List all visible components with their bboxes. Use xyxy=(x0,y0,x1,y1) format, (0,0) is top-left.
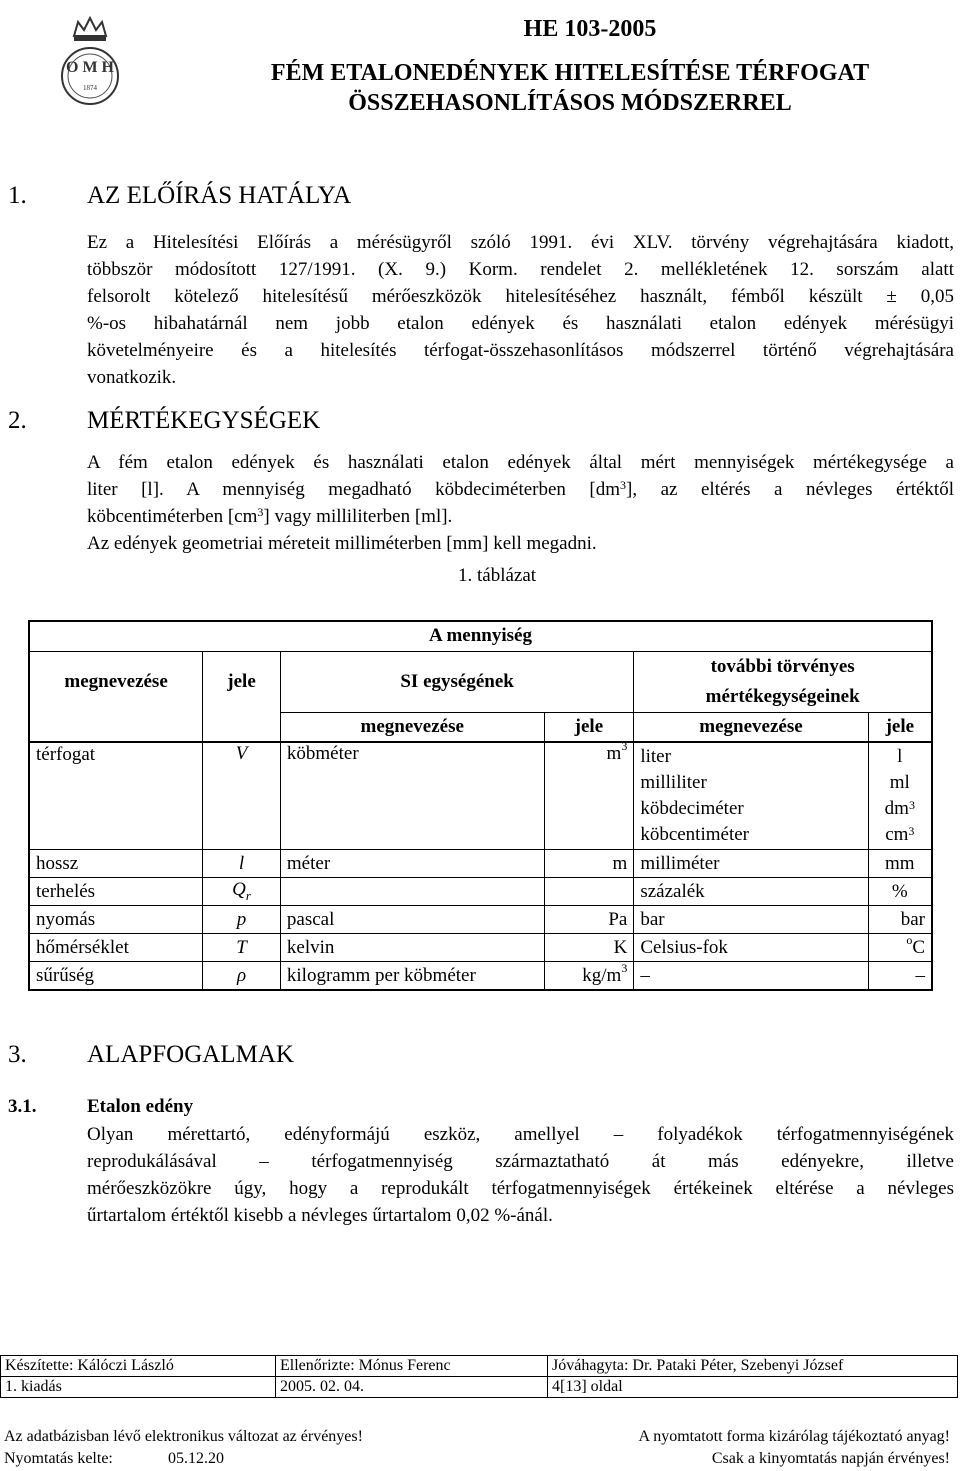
section2-line2: liter [l]. A mennyiség megadható köbdeciméterben $[dm^3]$, az eltérés a névleges értéktől xyxy=(87,478,954,500)
section2-line3: köbcentiméterben $[cm^3]$ vagy milliliterben [ml]. xyxy=(87,505,453,527)
header-empty xyxy=(29,712,203,742)
footer-table xyxy=(0,1355,958,1398)
subheader-other-name: megnevezése xyxy=(634,712,868,742)
footer-note-right2: Csak a kinyomtatás napján érvényes! xyxy=(711,1450,950,1467)
subsection-title: Etalon edény xyxy=(87,1096,194,1117)
table-row xyxy=(29,742,932,850)
section3-line: Olyan mérettartó, edényformájú eszköz, amellyel – folyadékok térfogatmennyiségének xyxy=(87,1124,954,1145)
cell-other-symbol: % xyxy=(868,878,932,906)
cell-si-symbol xyxy=(544,878,634,906)
cell-other-name: Celsius-fok xyxy=(634,934,868,962)
cell-other-symbol: mm xyxy=(868,850,932,878)
omh-logo xyxy=(50,14,130,110)
logo-year: 1874 xyxy=(83,84,97,92)
table-row xyxy=(29,906,932,934)
table-row xyxy=(29,850,932,878)
cell-symbol: ρ xyxy=(203,962,281,991)
cell-name: terhelés xyxy=(29,878,203,906)
section2-paragraph xyxy=(87,449,954,557)
cell-other-name: bar xyxy=(634,906,868,934)
section1-line: %-os hibahatárnál nem jobb etalon edények és használati etalon edények mérésügyi xyxy=(87,313,954,334)
cell-symbol: l xyxy=(203,850,281,878)
doc-code: HE 103-2005 xyxy=(523,16,657,42)
cell-other-symbol: $^o$C xyxy=(868,934,932,962)
crown-seal-icon xyxy=(50,14,130,110)
approved-by: Jóváhagyta: Dr. Pataki Péter, Szebenyi József xyxy=(548,1356,958,1377)
cell-other-name: – xyxy=(634,962,868,991)
section3-heading xyxy=(8,1041,948,1073)
cell-name: sűrűség xyxy=(29,962,203,991)
subheader-si-symbol: jele xyxy=(544,712,634,742)
cell-si-symbol: $m^3$ xyxy=(544,742,634,850)
header-empty xyxy=(203,712,281,742)
cell-symbol: $Q_r$ xyxy=(203,878,281,906)
print-date: 05.12.20 xyxy=(168,1450,224,1467)
table-caption: 1. táblázat xyxy=(458,565,537,586)
edition: 1. kiadás xyxy=(1,1377,276,1398)
section2-heading xyxy=(8,407,948,439)
cell-symbol: V xyxy=(203,742,281,850)
section1-paragraph xyxy=(87,229,954,391)
section3-line: reprodukálásával – térfogatmennyiség származtatható át más edényekre, illetve xyxy=(87,1151,954,1172)
cell-name: térfogat xyxy=(29,742,203,850)
table-row xyxy=(29,962,932,991)
cell-si-symbol: Pa xyxy=(544,906,634,934)
section1-line: Ez a Hitelesítési Előírás a mérésügyről szóló 1991. évi XLV. törvény végrehajtására kiadott, xyxy=(87,232,954,253)
cell-si-name: köbméter xyxy=(280,742,544,850)
header-name: megnevezése xyxy=(29,651,203,712)
header-si: SI egységének xyxy=(280,651,633,712)
print-date-label: Nyomtatás kelte: xyxy=(4,1450,113,1467)
cell-other-symbol: bar xyxy=(868,906,932,934)
footer-note-right: A nyomtatott forma kizárólag tájékoztató anyag! xyxy=(638,1428,950,1445)
section1-line: felsorolt kötelező hitelesítésű mérőeszközök hitelesítéséhez használt, fémből készült ± 0,05 xyxy=(87,286,954,307)
table-row xyxy=(29,878,932,906)
made-by: Készítette: Kálóczi László xyxy=(1,1356,276,1377)
edition-date: 2005. 02. 04. xyxy=(276,1377,548,1398)
header-other-1: további törvényes xyxy=(634,651,932,683)
page-number: 4[13] oldal xyxy=(548,1377,958,1398)
footer-note-left: Az adatbázisban lévő elektronikus változat az érvényes! xyxy=(4,1428,363,1445)
cell-name: hőmérséklet xyxy=(29,934,203,962)
section3-number: 3. xyxy=(8,1041,27,1068)
cell-symbol: p xyxy=(203,906,281,934)
cell-symbol: T xyxy=(203,934,281,962)
doc-title-line1: FÉM ETALONEDÉNYEK HITELESÍTÉSE TÉRFOGAT xyxy=(270,60,870,86)
cell-si-name: pascal xyxy=(280,906,544,934)
table-row xyxy=(29,934,932,962)
cell-si-name: méter xyxy=(280,850,544,878)
section1-heading xyxy=(8,182,948,214)
cell-other-name: százalék xyxy=(634,878,868,906)
section2-line1: A fém etalon edények és használati etalon edények által mért mennyiségek mértékegysége a xyxy=(87,452,954,473)
subheader-si-name: megnevezése xyxy=(280,712,544,742)
doc-title-line2: ÖSSZEHASONLÍTÁSOS MÓDSZERREL xyxy=(348,90,792,116)
checked-by: Ellenőrizte: Mónus Ferenc xyxy=(276,1356,548,1377)
section1-number: 1. xyxy=(8,182,27,209)
section3-line: mérőeszközökre úgy, hogy a reprodukált térfogatmennyiségek értékeinek eltérése a névleges xyxy=(87,1178,954,1199)
header-symbol: jele xyxy=(203,651,281,712)
section1-line: többször módosított 127/1991. (X. 9.) Korm. rendelet 2. mellékletének 12. sorszám alatt xyxy=(87,259,954,280)
section3-paragraph xyxy=(87,1121,954,1229)
logo-letters: O M H xyxy=(66,59,114,76)
subheader-other-symbol: jele xyxy=(868,712,932,742)
cell-si-symbol: K xyxy=(544,934,634,962)
header-quantity: A mennyiség xyxy=(29,621,932,651)
subsection-number: 3.1. xyxy=(8,1096,37,1117)
section1-line: vonatkozik. xyxy=(87,367,177,388)
cell-name: hossz xyxy=(29,850,203,878)
subsection-heading xyxy=(8,1096,408,1122)
section3-title: ALAPFOGALMAK xyxy=(87,1041,294,1068)
header-other-2: mértékegységeinek xyxy=(634,683,932,712)
units-table xyxy=(28,620,933,991)
cell-other-name: milliméter xyxy=(634,850,868,878)
section3-line: űrtartalom értéktől kisebb a névleges űrtartalom 0,02 %-ánál. xyxy=(87,1205,553,1226)
section1-line: követelményeire és a hitelesítés térfogat-összehasonlításos módszerrel történő végrehajtására xyxy=(87,340,954,361)
cell-si-name xyxy=(280,878,544,906)
section2-number: 2. xyxy=(8,407,27,434)
section2-title: MÉRTÉKEGYSÉGEK xyxy=(87,407,321,434)
section2-line4: Az edények geometriai méreteit milliméterben [mm] kell megadni. xyxy=(87,533,597,554)
cell-other-symbol: – xyxy=(868,962,932,991)
cell-other-symbols: l ml $dm^3$ $cm^3$ xyxy=(868,742,932,850)
cell-si-symbol: m xyxy=(544,850,634,878)
section1-title: AZ ELŐÍRÁS HATÁLYA xyxy=(87,182,352,209)
cell-si-symbol: $kg/m^3$ xyxy=(544,962,634,991)
cell-si-name: kilogramm per köbméter xyxy=(280,962,544,991)
cell-si-name: kelvin xyxy=(280,934,544,962)
cell-name: nyomás xyxy=(29,906,203,934)
cell-other-names: liter milliliter köbdeciméter köbcentiméter xyxy=(634,742,868,850)
